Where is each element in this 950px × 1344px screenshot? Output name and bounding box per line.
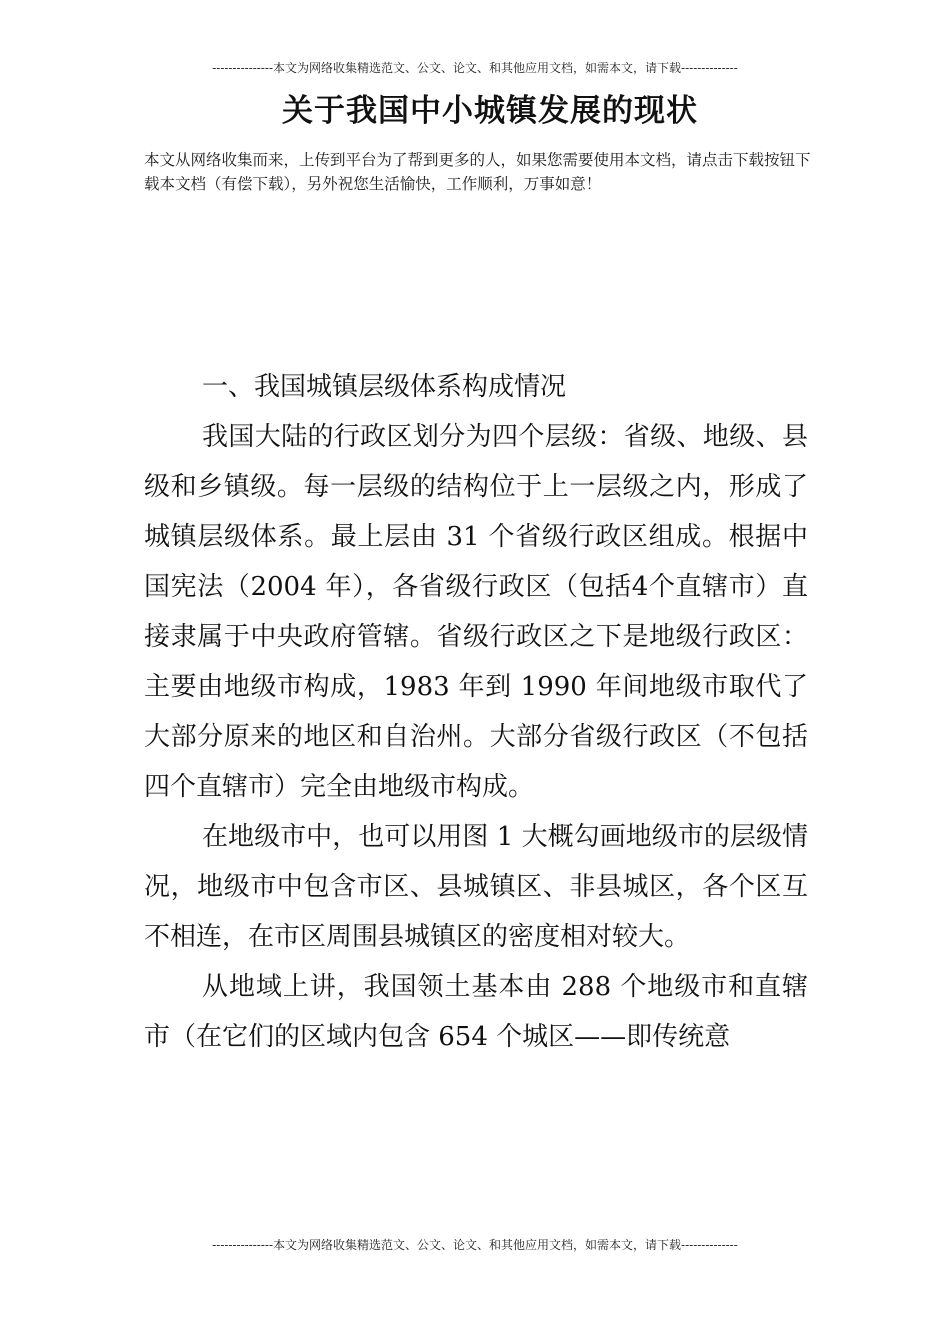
document-title: 关于我国中小城镇发展的现状 — [282, 93, 698, 129]
body-paragraph: 从地域上讲，我国领土基本由 288 个地级市和直辖市（在它们的区域内包含 654 个城区——即传统意 — [144, 972, 808, 1052]
document-body — [144, 362, 808, 1062]
section-heading: 一、我国城镇层级体系构成情况 — [202, 372, 567, 402]
intro-notice: 本文从网络收集而来，上传到平台为了帮到更多的人，如果您需要使用本文档，请点击下载按钮下载本文档（有偿下载），另外祝您生活愉快，工作顺利，万事如意！ — [144, 151, 811, 193]
header-banner: ---------------本文为网络收集精选范文、公文、论文、和其他应用文档，如需本文，请下载-------------- — [212, 61, 738, 75]
body-paragraph: 在地级市中，也可以用图 1 大概勾画地级市的层级情况，地级市中包含市区、县城镇区、非县城区，各个区互不相连，在市区周围县城镇区的密度相对较大。 — [144, 822, 808, 952]
footer-banner: ---------------本文为网络收集精选范文、公文、论文、和其他应用文档，如需本文，请下载-------------- — [212, 1238, 738, 1252]
body-paragraph: 我国大陆的行政区划分为四个层级：省级、地级、县级和乡镇级。每一层级的结构位于上一层级之内，形成了城镇层级体系。最上层由 31 个省级行政区组成。根据中国宪法（2004 年），各省级行政区（包括4个直辖市）直接隶属于中央政府管辖。省级行政区之下是地级行政区：主要由地级市构成，1983 年到 1990 年间地级市取代了大部分原来的地区和自治州。大部分省级行政区（不包括四个直辖市）完全由地级市构成。 — [144, 422, 808, 802]
